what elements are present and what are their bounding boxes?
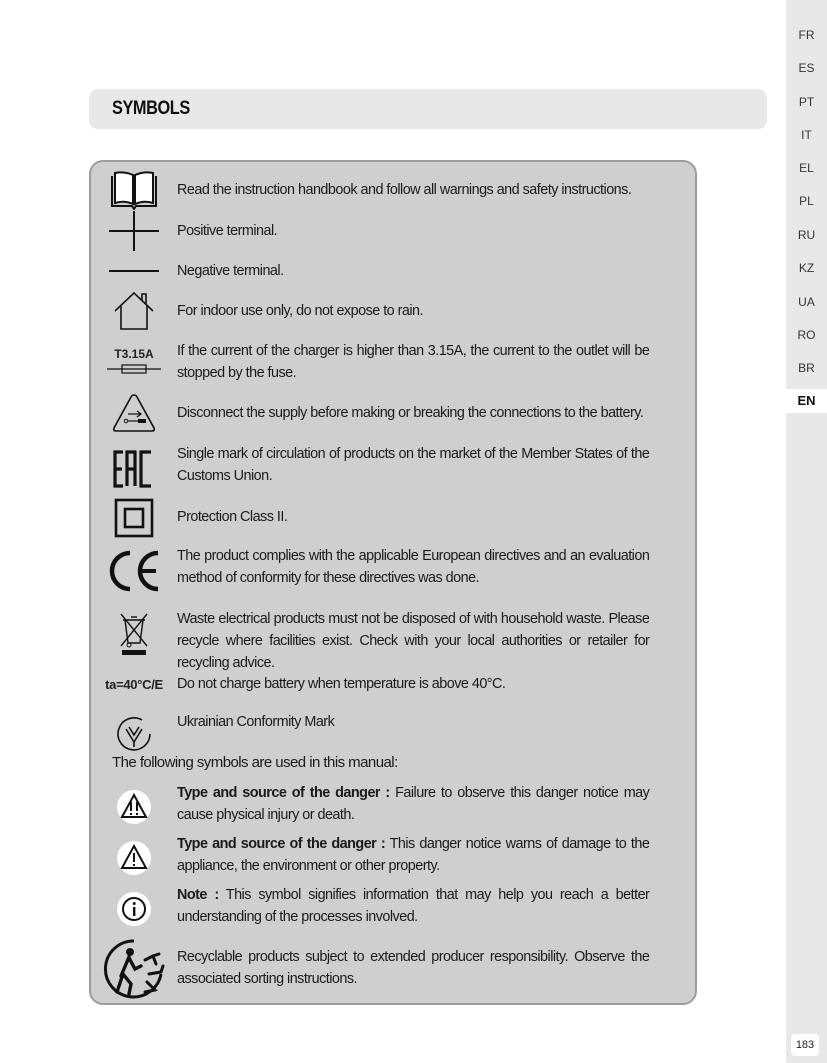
danger-text: Failure to observe this danger notice may cause physical injury or death. <box>177 784 650 823</box>
symbol-row <box>91 338 695 384</box>
lang-tab-kz[interactable]: KZ <box>798 261 815 275</box>
symbol-row <box>91 254 695 288</box>
lang-tab-it[interactable]: IT <box>801 128 812 142</box>
book-icon <box>99 168 169 212</box>
eac-mark-icon <box>99 438 169 500</box>
lang-tab-ua[interactable]: UA <box>798 295 815 309</box>
danger-damage-icon <box>99 833 169 883</box>
danger-title: Type and source of the danger : <box>177 835 386 852</box>
symbol-row <box>91 708 695 752</box>
symbol-description: Disconnect the supply before making or breaking the connections to the battery. <box>177 404 644 421</box>
lang-tab-es[interactable]: ES <box>798 61 815 75</box>
danger-title: Type and source of the danger : <box>177 784 390 801</box>
page-number: 183 <box>791 1034 819 1056</box>
minus-icon <box>99 254 169 288</box>
danger-text: This danger notice warns of damage to the appliance, the environment or other property. <box>177 835 650 874</box>
lang-tab-ru[interactable]: RU <box>797 228 816 242</box>
note-text: This symbol signifies information that may help you reach a better understanding of the processes involved. <box>177 886 650 925</box>
temperature-rating: ta=40°C/E <box>105 676 163 692</box>
lang-tab-el[interactable]: EL <box>799 161 814 175</box>
symbol-description: Ukrainian Conformity Mark <box>177 713 335 730</box>
symbol-row <box>91 670 695 698</box>
symbol-row <box>91 438 695 500</box>
symbol-description: Negative terminal. <box>177 262 284 279</box>
symbol-description: Do not charge battery when temperature is above 40°C. <box>177 675 506 692</box>
manual-symbol-row <box>91 833 695 883</box>
note-title: Note : <box>177 886 219 903</box>
triman-recycle-icon <box>99 936 169 1000</box>
weee-bin-icon <box>99 602 169 664</box>
section-heading-bar <box>89 89 767 129</box>
language-sidebar <box>786 0 827 1063</box>
lang-tab-br[interactable]: BR <box>798 361 815 375</box>
symbol-description: Recyclable products subject to extended producer responsibility. Observe the associated sorting instructions. <box>177 948 650 987</box>
symbol-description <box>177 782 649 826</box>
symbol-description: For indoor use only, do not expose to rain. <box>177 302 423 319</box>
house-icon <box>99 290 169 332</box>
symbols-panel <box>89 160 697 1005</box>
symbol-row <box>91 602 695 671</box>
symbol-description: Read the instruction handbook and follow all warnings and safety instructions. <box>177 181 632 198</box>
symbol-description: Waste electrical products must not be disposed of with household waste. Please recycle where facilities exist. Check with your local authorities or retailer for recycling advice. <box>177 610 650 671</box>
danger-injury-icon <box>99 782 169 832</box>
lang-tab-fr[interactable]: FR <box>798 28 815 42</box>
symbol-description: If the current of the charger is higher than 3.15A, the current to the outlet will be stopped by the fuse. <box>177 342 650 381</box>
info-icon <box>99 884 169 934</box>
manual-symbols-intro: The following symbols are used in this manual: <box>112 754 398 771</box>
manual-symbol-row <box>91 884 695 934</box>
disconnect-warning-icon <box>99 390 169 436</box>
lang-tab-pl[interactable]: PL <box>799 194 814 208</box>
symbol-row <box>91 498 695 538</box>
symbol-description: Single mark of circulation of products on the market of the Member States of the Customs Union. <box>177 445 650 484</box>
symbol-row <box>91 290 695 332</box>
lang-tab-en-active[interactable]: EN <box>786 389 827 413</box>
manual-symbol-row <box>91 936 695 1000</box>
class-ii-icon <box>99 498 169 538</box>
lang-tab-ro[interactable]: RO <box>797 328 816 342</box>
plus-icon <box>99 212 169 250</box>
symbol-description <box>177 833 649 877</box>
symbol-description: Protection Class II. <box>177 508 288 525</box>
symbol-description: Positive terminal. <box>177 222 278 239</box>
symbol-description: The product complies with the applicable European directives and an evaluation method of conformity for these directives was done. <box>177 547 650 586</box>
manual-symbol-row <box>91 782 695 832</box>
temperature-label <box>99 670 169 698</box>
fuse-rating-label: T3.15A <box>114 347 154 361</box>
symbol-row <box>91 168 695 212</box>
section-title: SYMBOLS <box>112 98 190 119</box>
ukrainian-conformity-icon <box>99 712 169 756</box>
symbol-row <box>91 540 695 602</box>
symbol-description <box>177 884 649 928</box>
symbol-row <box>91 390 695 436</box>
fuse-icon <box>99 338 169 384</box>
symbol-row <box>91 212 695 250</box>
lang-tab-pt[interactable]: PT <box>798 95 815 109</box>
ce-mark-icon <box>99 540 169 602</box>
